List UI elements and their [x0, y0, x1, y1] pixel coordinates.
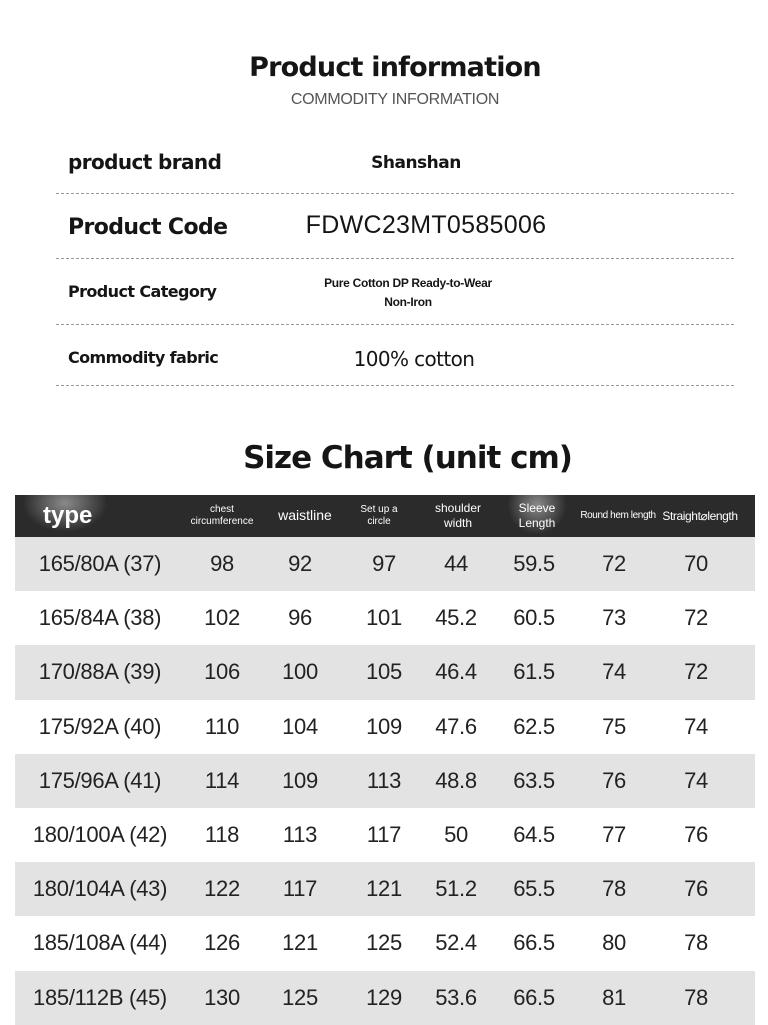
cell-sleeve: 66.5 [513, 930, 555, 956]
cell-round-hem: 73 [602, 605, 626, 631]
cell-chest: 126 [204, 930, 240, 956]
size-chart-header-row [15, 495, 755, 537]
info-label: Commodity fabric [68, 348, 219, 367]
cell-waist: 109 [282, 767, 318, 793]
cell-shoulder: 53.6 [435, 984, 477, 1010]
cell-shoulder: 48.8 [435, 767, 477, 793]
cell-chest: 110 [204, 713, 240, 739]
cell-type: 165/80A (37) [38, 551, 162, 576]
cell-shoulder: 44 [444, 551, 468, 576]
col-header-sleeve-line2: Length [518, 516, 556, 530]
cell-setup-circle: 109 [366, 713, 402, 739]
cell-chest: 118 [204, 821, 240, 847]
col-header-chest-line2: circumference [190, 516, 254, 527]
cell-shoulder: 50 [444, 821, 468, 847]
cell-setup-circle: 117 [366, 821, 402, 847]
table-row [15, 537, 755, 591]
table-row [15, 754, 755, 808]
cell-straight-hem: 72 [684, 659, 708, 685]
info-label: product brand [68, 150, 222, 174]
cell-sleeve: 59.5 [513, 551, 555, 576]
cell-round-hem: 76 [602, 767, 626, 793]
cell-straight-hem: 72 [684, 605, 708, 631]
col-header-shoulder-line2: width [443, 516, 472, 530]
cell-waist: 113 [282, 821, 318, 847]
cell-type: 185/108A (44) [32, 930, 168, 956]
table-row [15, 645, 755, 699]
table-row [15, 808, 755, 862]
cell-setup-circle: 121 [366, 876, 402, 902]
cell-shoulder: 46.4 [435, 659, 477, 685]
cell-type: 180/100A (42) [32, 821, 168, 847]
info-row-code [56, 194, 734, 259]
cell-round-hem: 77 [602, 821, 626, 847]
cell-waist: 125 [282, 984, 318, 1010]
cell-shoulder: 51.2 [435, 876, 477, 902]
cell-straight-hem: 78 [684, 984, 708, 1010]
cell-setup-circle: 105 [366, 659, 402, 685]
cell-chest: 114 [204, 767, 240, 793]
cell-waist: 104 [282, 713, 318, 739]
cell-straight-hem: 74 [684, 767, 708, 793]
col-header-chest [185, 495, 259, 537]
cell-type: 185/112B (45) [33, 984, 167, 1010]
info-value: 100% cotton [353, 347, 475, 371]
info-row-fabric [56, 325, 734, 386]
cell-shoulder: 45.2 [435, 605, 477, 631]
cell-waist: 117 [282, 876, 318, 902]
table-row [15, 971, 755, 1025]
cell-waist: 92 [288, 551, 312, 576]
cell-waist: 100 [282, 659, 318, 685]
cell-round-hem: 80 [602, 930, 626, 956]
cell-straight-hem: 78 [684, 930, 708, 956]
info-row-brand [56, 140, 734, 194]
cell-type: 165/84A (38) [38, 605, 162, 631]
cell-sleeve: 64.5 [513, 821, 555, 847]
cell-setup-circle: 97 [372, 551, 396, 576]
col-header-sleeve-line1: Sleeve [518, 501, 556, 515]
cell-straight-hem: 74 [684, 713, 708, 739]
cell-sleeve: 62.5 [513, 713, 555, 739]
cell-setup-circle: 129 [366, 984, 402, 1010]
cell-chest: 102 [204, 605, 240, 631]
cell-straight-hem: 70 [684, 551, 708, 576]
size-chart-body [15, 537, 755, 1025]
col-header-chest-line1: chest [210, 503, 234, 515]
col-header-shoulder-line1: shoulder [434, 501, 482, 515]
table-row [15, 591, 755, 645]
cell-chest: 130 [204, 984, 240, 1010]
cell-sleeve: 60.5 [513, 605, 555, 631]
col-header-waist: waistline [278, 507, 332, 524]
info-label: Product Category [68, 282, 217, 301]
cell-sleeve: 61.5 [513, 659, 555, 685]
cell-chest: 106 [204, 659, 240, 685]
cell-type: 175/96A (41) [38, 767, 162, 793]
col-header-shoulder [426, 495, 490, 537]
size-chart-table [15, 495, 755, 1025]
table-row [15, 862, 755, 916]
product-info-title: Product information [249, 52, 541, 83]
cell-straight-hem: 76 [684, 821, 708, 847]
col-header-straight-hem: Straight⌀length [662, 508, 738, 523]
cell-round-hem: 81 [602, 984, 626, 1010]
info-label: Product Code [68, 215, 228, 240]
cell-type: 170/88A (39) [38, 659, 162, 685]
col-header-round-hem: Round hem length [580, 509, 656, 521]
col-header-setup-line2: circle [367, 516, 391, 527]
cell-type: 175/92A (40) [38, 713, 162, 739]
cell-shoulder: 52.4 [435, 930, 477, 956]
info-value: FDWC23MT0585006 [305, 211, 547, 239]
info-row-category [56, 259, 734, 325]
cell-sleeve: 63.5 [513, 767, 555, 793]
cell-chest: 122 [204, 876, 240, 902]
product-info-subtitle: COMMODITY INFORMATION [290, 91, 500, 108]
cell-round-hem: 74 [602, 659, 626, 685]
size-chart-title: Size Chart (unit cm) [243, 440, 572, 476]
table-row [15, 916, 755, 970]
cell-straight-hem: 76 [684, 876, 708, 902]
cell-chest: 98 [210, 551, 234, 576]
cell-sleeve: 66.5 [513, 984, 555, 1010]
info-value-line2: Non-Iron [384, 295, 432, 309]
cell-setup-circle: 101 [366, 605, 402, 631]
cell-round-hem: 75 [602, 713, 626, 739]
cell-setup-circle: 125 [366, 930, 402, 956]
col-header-type: type [15, 495, 115, 537]
cell-setup-circle: 113 [366, 767, 402, 793]
cell-waist: 121 [282, 930, 318, 956]
cell-sleeve: 65.5 [513, 876, 555, 902]
cell-waist: 96 [288, 605, 312, 631]
table-row [15, 700, 755, 754]
info-value-line1: Pure Cotton DP Ready-to-Wear [324, 276, 492, 290]
col-header-setup-circle [351, 495, 407, 537]
cell-round-hem: 78 [602, 876, 626, 902]
cell-type: 180/104A (43) [32, 876, 168, 902]
info-value: Shanshan [371, 153, 461, 173]
col-header-sleeve [505, 495, 569, 537]
cell-round-hem: 72 [602, 551, 626, 576]
cell-shoulder: 47.6 [435, 713, 477, 739]
col-header-setup-line1: Set up a [360, 503, 398, 515]
